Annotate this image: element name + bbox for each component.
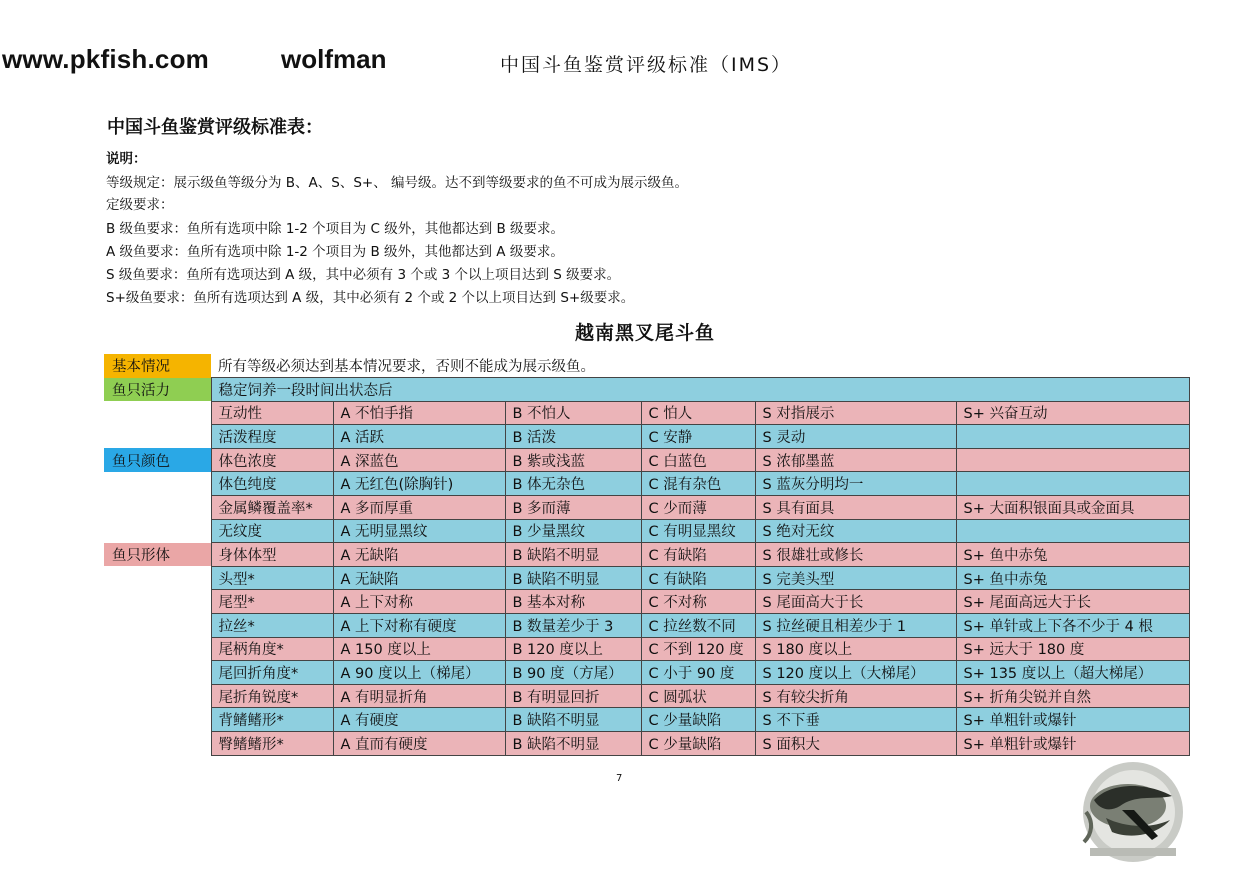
grade-b-cell: B 多而薄 — [505, 496, 641, 520]
grade-b-cell: B 90 度（方尾） — [505, 661, 641, 685]
criterion-name: 臀鳍鳍形* — [211, 732, 333, 756]
grade-a-cell: A 无明显黑纹 — [333, 519, 505, 543]
description-line: 定级要求： — [106, 197, 174, 213]
table-row — [104, 614, 1189, 638]
grade-s-cell: S 完美头型 — [755, 566, 956, 590]
criterion-name: 身体体型 — [211, 543, 333, 567]
grade-sp-cell: S+ 单粗针或爆针 — [956, 732, 1189, 756]
table-row — [104, 590, 1189, 614]
grade-sp-cell: S+ 尾面高远大于长 — [956, 590, 1189, 614]
description-line: S 级鱼要求：鱼所有选项达到 A 级，其中必须有 3 个或 3 个以上项目达到 S 级要求。 — [106, 267, 621, 283]
grade-a-cell: A 直而有硬度 — [333, 732, 505, 756]
page-number: 7 — [616, 773, 623, 784]
grade-s-cell: S 尾面高大于长 — [755, 590, 956, 614]
document-title: 中国斗鱼鉴赏评级标准（IMS） — [500, 54, 793, 76]
criterion-name: 拉丝* — [211, 614, 333, 638]
grade-c-cell: C 拉丝数不同 — [641, 614, 755, 638]
site-url: www.pkfish.com — [2, 44, 209, 74]
grade-c-cell: C 混有杂色 — [641, 472, 755, 496]
grade-b-cell: B 少量黑纹 — [505, 519, 641, 543]
grading-table — [104, 354, 1190, 756]
category-basic: 基本情况 — [104, 354, 211, 378]
criterion-name: 背鳍鳍形* — [211, 708, 333, 732]
grade-b-cell: B 缺陷不明显 — [505, 708, 641, 732]
table-row — [104, 519, 1189, 543]
criterion-name: 无纹度 — [211, 519, 333, 543]
criterion-name: 体色浓度 — [211, 448, 333, 472]
grade-c-cell: C 有缺陷 — [641, 543, 755, 567]
category-color: 鱼只颜色 — [104, 448, 211, 472]
grade-sp-cell — [956, 448, 1189, 472]
grade-sp-cell: S+ 折角尖锐并自然 — [956, 684, 1189, 708]
criterion-name: 活泼程度 — [211, 425, 333, 449]
grade-s-cell: S 不下垂 — [755, 708, 956, 732]
author-name: wolfman — [281, 44, 387, 74]
table-row — [104, 401, 1189, 425]
table-row — [104, 566, 1189, 590]
grade-c-cell: C 怕人 — [641, 401, 755, 425]
grade-c-cell: C 不对称 — [641, 590, 755, 614]
grade-a-cell: A 有明显折角 — [333, 684, 505, 708]
grade-sp-cell: S+ 鱼中赤兔 — [956, 543, 1189, 567]
grade-c-cell: C 有缺陷 — [641, 566, 755, 590]
grade-sp-cell: S+ 远大于 180 度 — [956, 637, 1189, 661]
grade-sp-cell: S+ 鱼中赤兔 — [956, 566, 1189, 590]
category-spacer — [104, 708, 211, 732]
category-spacer — [104, 425, 211, 449]
table-row — [104, 543, 1189, 567]
description-label: 说明： — [106, 151, 147, 167]
grade-s-cell: S 蓝灰分明均一 — [755, 472, 956, 496]
grade-a-cell: A 多而厚重 — [333, 496, 505, 520]
category-spacer — [104, 637, 211, 661]
grade-a-cell: A 活跃 — [333, 425, 505, 449]
category-spacer — [104, 661, 211, 685]
grade-a-cell: A 上下对称 — [333, 590, 505, 614]
grade-b-cell: B 有明显回折 — [505, 684, 641, 708]
grade-s-cell: S 绝对无纹 — [755, 519, 956, 543]
grade-b-cell: B 活泼 — [505, 425, 641, 449]
grade-a-cell: A 深蓝色 — [333, 448, 505, 472]
description-line: 等级规定：展示级鱼等级分为 B、A、S、S+、 编号级。达不到等级要求的鱼不可成为展示级鱼。 — [106, 175, 689, 191]
grade-sp-cell: S+ 大面积银面具或金面具 — [956, 496, 1189, 520]
grade-s-cell: S 180 度以上 — [755, 637, 956, 661]
criterion-name: 尾型* — [211, 590, 333, 614]
category-vitality: 鱼只活力 — [104, 378, 211, 402]
grade-s-cell: S 拉丝硬且相差少于 1 — [755, 614, 956, 638]
grade-a-cell: A 90 度以上（梯尾） — [333, 661, 505, 685]
grade-a-cell: A 有硬度 — [333, 708, 505, 732]
grade-c-cell: C 有明显黑纹 — [641, 519, 755, 543]
description-line: S+级鱼要求：鱼所有选项达到 A 级，其中必须有 2 个或 2 个以上项目达到 S+级要求。 — [106, 290, 635, 306]
category-spacer — [104, 566, 211, 590]
criterion-name: 互动性 — [211, 401, 333, 425]
grade-c-cell: C 不到 120 度 — [641, 637, 755, 661]
grade-c-cell: C 安静 — [641, 425, 755, 449]
description-line: B 级鱼要求：鱼所有选项中除 1-2 个项目为 C 级外，其他都达到 B 级要求。 — [106, 221, 565, 237]
grade-a-cell: A 不怕手指 — [333, 401, 505, 425]
grade-s-cell: S 灵动 — [755, 425, 956, 449]
grade-s-cell: S 120 度以上（大梯尾） — [755, 661, 956, 685]
grade-a-cell: A 无红色(除胸针) — [333, 472, 505, 496]
table-row — [104, 732, 1189, 756]
grade-b-cell: B 数量差少于 3 — [505, 614, 641, 638]
table-row — [104, 708, 1189, 732]
table-row — [104, 661, 1189, 685]
criterion-name: 金属鳞覆盖率* — [211, 496, 333, 520]
fish-logo-stamp — [1076, 760, 1190, 868]
fish-title: 越南黑叉尾斗鱼 — [574, 322, 715, 344]
grade-a-cell: A 150 度以上 — [333, 637, 505, 661]
criterion-name: 尾柄角度* — [211, 637, 333, 661]
basic-requirement-note: 所有等级必须达到基本情况要求，否则不能成为展示级鱼。 — [211, 354, 1189, 378]
table-row — [104, 425, 1189, 449]
grade-a-cell: A 无缺陷 — [333, 543, 505, 567]
criterion-name: 尾折角锐度* — [211, 684, 333, 708]
table-row — [104, 448, 1189, 472]
grade-b-cell: B 紫或浅蓝 — [505, 448, 641, 472]
category-spacer — [104, 590, 211, 614]
grade-sp-cell — [956, 472, 1189, 496]
grade-b-cell: B 体无杂色 — [505, 472, 641, 496]
category-spacer — [104, 401, 211, 425]
grade-s-cell: S 有较尖折角 — [755, 684, 956, 708]
grade-b-cell: B 基本对称 — [505, 590, 641, 614]
category-spacer — [104, 472, 211, 496]
table-row — [104, 496, 1189, 520]
grade-b-cell: B 缺陷不明显 — [505, 543, 641, 567]
grade-sp-cell: S+ 单粗针或爆针 — [956, 708, 1189, 732]
criterion-name: 尾回折角度* — [211, 661, 333, 685]
table-row — [104, 378, 1189, 402]
grade-sp-cell — [956, 519, 1189, 543]
grade-b-cell: B 缺陷不明显 — [505, 732, 641, 756]
grade-c-cell: C 小于 90 度 — [641, 661, 755, 685]
grade-s-cell: S 很雄壮或修长 — [755, 543, 956, 567]
table-row — [104, 684, 1189, 708]
grade-b-cell: B 不怕人 — [505, 401, 641, 425]
criterion-name: 头型* — [211, 566, 333, 590]
grade-sp-cell: S+ 单针或上下各不少于 4 根 — [956, 614, 1189, 638]
grade-b-cell: B 120 度以上 — [505, 637, 641, 661]
table-row — [104, 472, 1189, 496]
grade-sp-cell: S+ 135 度以上（超大梯尾） — [956, 661, 1189, 685]
category-spacer — [104, 519, 211, 543]
category-spacer — [104, 732, 211, 756]
grade-c-cell: C 少量缺陷 — [641, 708, 755, 732]
grade-s-cell: S 面积大 — [755, 732, 956, 756]
vitality-note: 稳定饲养一段时间出状态后 — [211, 378, 1189, 402]
grade-b-cell: B 缺陷不明显 — [505, 566, 641, 590]
table-row — [104, 637, 1189, 661]
category-spacer — [104, 496, 211, 520]
grade-s-cell: S 具有面具 — [755, 496, 956, 520]
category-spacer — [104, 684, 211, 708]
criterion-name: 体色纯度 — [211, 472, 333, 496]
table-row — [104, 354, 1189, 378]
grade-a-cell: A 无缺陷 — [333, 566, 505, 590]
grade-a-cell: A 上下对称有硬度 — [333, 614, 505, 638]
grade-s-cell: S 对指展示 — [755, 401, 956, 425]
table-title: 中国斗鱼鉴赏评级标准表： — [107, 117, 323, 138]
grade-c-cell: C 圆弧状 — [641, 684, 755, 708]
category-spacer — [104, 614, 211, 638]
grade-c-cell: C 白蓝色 — [641, 448, 755, 472]
description-line: A 级鱼要求：鱼所有选项中除 1-2 个项目为 B 级外，其他都达到 A 级要求。 — [106, 244, 564, 260]
grade-c-cell: C 少量缺陷 — [641, 732, 755, 756]
grade-c-cell: C 少而薄 — [641, 496, 755, 520]
grade-sp-cell: S+ 兴奋互动 — [956, 401, 1189, 425]
category-shape: 鱼只形体 — [104, 543, 211, 567]
grade-s-cell: S 浓郁墨蓝 — [755, 448, 956, 472]
grade-sp-cell — [956, 425, 1189, 449]
